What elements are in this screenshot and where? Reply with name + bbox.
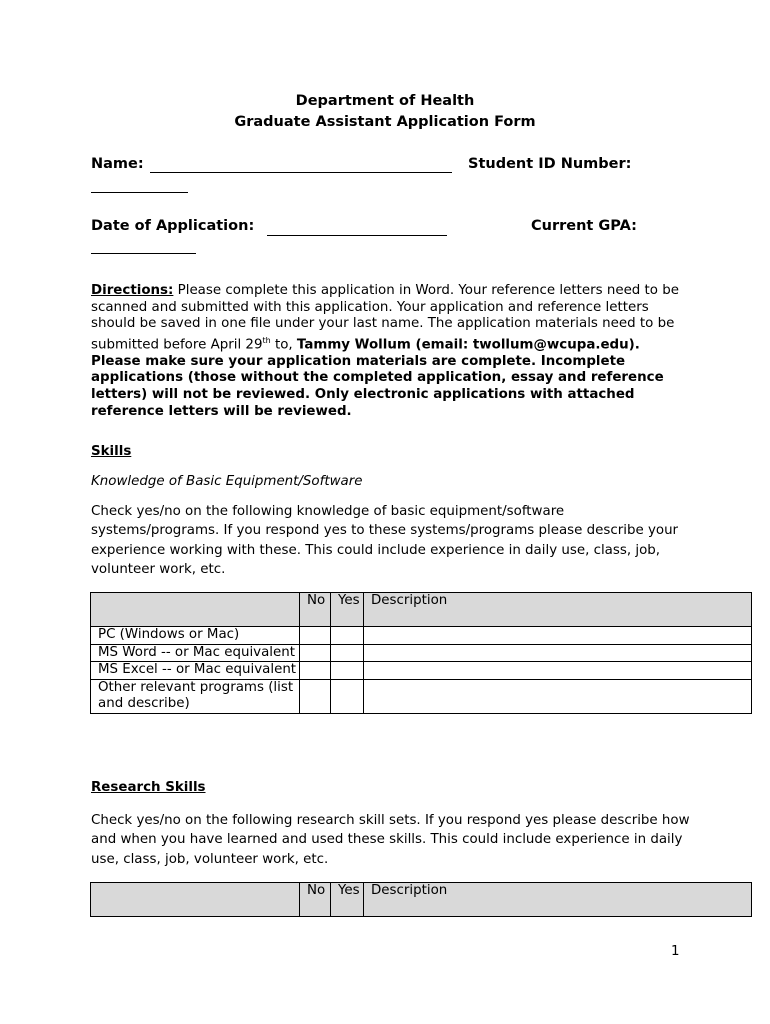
row-label: MS Word -- or Mac equivalent (91, 644, 300, 662)
table-header-row (91, 883, 752, 917)
no-cell[interactable] (300, 662, 331, 680)
directions-text-2: to, (270, 337, 297, 353)
student-id-label: Student ID Number: (468, 156, 632, 172)
research-skills-heading: Research Skills (91, 780, 206, 795)
row-label: Other relevant programs (list and describe) (91, 679, 300, 713)
student-id-field[interactable] (91, 192, 188, 193)
name-field[interactable] (150, 172, 452, 173)
yes-cell[interactable] (331, 662, 364, 680)
skills-instructions: Check yes/no on the following knowledge of basic equipment/software systems/programs. If you respond yes to these systems/programs please describe your experience working with these. This could include experience in daily use, class, job, volunteer work, etc. (91, 504, 679, 577)
department-title: Department of Health (295, 93, 475, 109)
header-description: Description (364, 883, 752, 917)
gpa-label: Current GPA: (531, 218, 637, 234)
header-yes: Yes (331, 883, 364, 917)
yes-cell[interactable] (331, 679, 364, 713)
gpa-field[interactable] (91, 253, 196, 254)
header-blank (91, 883, 300, 917)
skills-table (90, 592, 752, 714)
header-blank (91, 593, 300, 627)
table-header-row (91, 593, 752, 627)
date-field[interactable] (267, 235, 447, 236)
directions-text: Please complete this application in Word. Your reference letters need to be scanned and submitted with this application. Your application and reference letters should be saved in one file under your last name. The application materials need to be submitted before April 29 (91, 283, 679, 353)
directions-sup: th (262, 335, 271, 345)
name-label: Name: (91, 156, 144, 172)
directions-paragraph (91, 283, 691, 420)
description-cell[interactable] (364, 662, 752, 680)
description-cell[interactable] (364, 679, 752, 713)
page-number: 1 (671, 944, 680, 959)
no-cell[interactable] (300, 627, 331, 645)
directions-bold: Tammy Wollum (email: twollum@wcupa.edu). Please make sure your application materials are complete. Incomplete applications (those without the completed application, essay and reference letters) will not be reviewed. Only electronic applications with attached reference letters will be reviewed. (91, 337, 664, 419)
table-row (91, 644, 752, 662)
header-description: Description (364, 593, 752, 627)
directions-label: Directions: (91, 283, 174, 298)
skills-subtitle: Knowledge of Basic Equipment/Software (91, 474, 363, 489)
table-row (91, 662, 752, 680)
description-cell[interactable] (364, 627, 752, 645)
date-label: Date of Application: (91, 218, 255, 234)
form-title: Graduate Assistant Application Form (234, 114, 536, 130)
row-label: MS Excel -- or Mac equivalent (91, 662, 300, 680)
yes-cell[interactable] (331, 644, 364, 662)
no-cell[interactable] (300, 644, 331, 662)
row-label: PC (Windows or Mac) (91, 627, 300, 645)
header-yes: Yes (331, 593, 364, 627)
research-table (90, 882, 752, 917)
research-instructions: Check yes/no on the following research skill sets. If you respond yes please describe how and when you have learned and used these skills. This could include experience in daily use, class, job, volunteer work, etc. (91, 813, 690, 867)
table-row (91, 679, 752, 713)
skills-heading: Skills (91, 444, 132, 459)
yes-cell[interactable] (331, 627, 364, 645)
table-row (91, 627, 752, 645)
no-cell[interactable] (300, 679, 331, 713)
description-cell[interactable] (364, 644, 752, 662)
header-no: No (300, 593, 331, 627)
header-no: No (300, 883, 331, 917)
